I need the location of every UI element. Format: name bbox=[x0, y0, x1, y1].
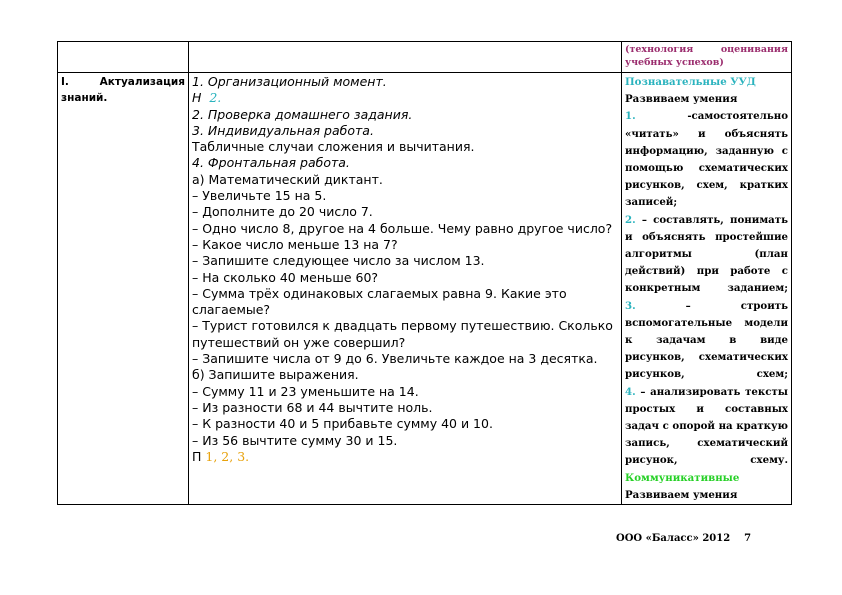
uud-item-number: 4. bbox=[625, 385, 636, 398]
content-line: – Какое число меньше 13 на 7? bbox=[192, 236, 398, 252]
uud-item-text: – строить вспомогательные модели к задачам в виде рисунков, схематических рисунков, схем; bbox=[625, 299, 789, 381]
uud-item-text: -самостоятельно «читать» и объяснять информацию, заданную с помощью схематических рисунков, схем, кратких записей; bbox=[625, 110, 788, 209]
footer-company: ООО «Баласс» 2012 bbox=[616, 533, 731, 544]
uud-content bbox=[625, 73, 788, 504]
content-line: – Дополните до 20 число 7. bbox=[192, 204, 373, 220]
uud-item-1 bbox=[625, 108, 788, 211]
content-line bbox=[192, 90, 618, 106]
note-line-2: учебных успехов) bbox=[625, 57, 724, 68]
content-line: – Запишите следующее число за числом 13. bbox=[192, 253, 485, 269]
content-line: – К разности 40 и 5 прибавьте сумму 40 и 10. bbox=[192, 416, 493, 432]
assessment-technology-note bbox=[625, 43, 788, 69]
content-line: 3. Индивидуальная работа. bbox=[192, 122, 374, 138]
develop-skills-label-2: Развиваем умения bbox=[625, 488, 738, 501]
stage-title bbox=[61, 74, 185, 106]
content-line: – Сумму 11 и 23 уменьшите на 14. bbox=[192, 383, 419, 399]
header-cell-content bbox=[189, 42, 622, 73]
content-line bbox=[192, 449, 618, 465]
content-line: – На сколько 40 меньше 60? bbox=[192, 269, 379, 285]
stage-title-word: Актуализация bbox=[99, 76, 185, 88]
content-line: а) Математический диктант. bbox=[192, 171, 383, 187]
page-number: 7 bbox=[744, 533, 752, 544]
content-line: – Увеличьте 15 на 5. bbox=[192, 188, 327, 204]
content-line: 1. Организационный момент. bbox=[192, 74, 387, 89]
letter-marker: Н bbox=[192, 90, 202, 106]
content-line: – Запишите числа от 9 до 6. Увеличьте каждое на 3 десятка. bbox=[192, 351, 598, 367]
lesson-content bbox=[192, 73, 618, 465]
stage-row bbox=[58, 73, 792, 505]
content-line: – Из 56 вычтите сумму 30 и 15. bbox=[192, 432, 398, 448]
letter-marker: П bbox=[192, 448, 202, 464]
uud-item-number: 3. bbox=[625, 299, 636, 312]
stage-title-word2: знаний. bbox=[61, 92, 108, 104]
content-line: Табличные случаи сложения и вычитания. bbox=[192, 139, 475, 155]
develop-skills-label: Развиваем умения bbox=[625, 93, 738, 106]
content-line: – Турист готовился к двадцать первому путешествию. Сколько путешествий он уже совершил? bbox=[192, 318, 613, 350]
communicative-uud-title: Коммуникативные bbox=[625, 471, 740, 484]
content-line: 4. Фронтальная работа. bbox=[192, 155, 350, 171]
uud-item-text: – анализировать тексты простых и составных задач с опорой на краткую запись, схематический рисунок, схему. bbox=[625, 385, 788, 467]
uud-item-4 bbox=[625, 384, 788, 470]
stage-cell bbox=[58, 73, 189, 505]
uud-item-3 bbox=[625, 298, 788, 384]
content-line: б) Запишите выражения. bbox=[192, 367, 359, 383]
uud-cell bbox=[622, 73, 792, 505]
header-row bbox=[58, 42, 792, 73]
header-cell-uud bbox=[622, 42, 792, 73]
uud-item-number: 1. bbox=[625, 110, 636, 123]
uud-item-number: 2. bbox=[625, 213, 636, 226]
content-cell bbox=[189, 73, 622, 505]
marker-number: 2. bbox=[209, 90, 222, 106]
uud-item-2 bbox=[625, 212, 788, 298]
note-line-1: (технология оценивания bbox=[625, 44, 788, 55]
stage-roman: I. bbox=[61, 76, 69, 88]
content-line: 2. Проверка домашнего задания. bbox=[192, 106, 413, 122]
content-line: – Сумма трёх одинаковых слагаемых равна 9. Какие это слагаемые? bbox=[192, 285, 567, 318]
uud-item-text: – составлять, понимать и объяснять простейшие алгоритмы (план действий) при работе с конкретным заданием; bbox=[625, 213, 788, 295]
cognitive-uud-title: Познавательные УУД bbox=[625, 76, 756, 88]
content-line: – Одно число 8, другое на 4 больше. Чему равно другое число? bbox=[192, 220, 613, 236]
header-cell-stage bbox=[58, 42, 189, 73]
page-footer bbox=[616, 533, 751, 544]
content-line: – Из разности 68 и 44 вычтите ноль. bbox=[192, 399, 433, 415]
marker-numbers: 1, 2, 3. bbox=[205, 448, 250, 464]
lesson-table bbox=[57, 41, 792, 505]
